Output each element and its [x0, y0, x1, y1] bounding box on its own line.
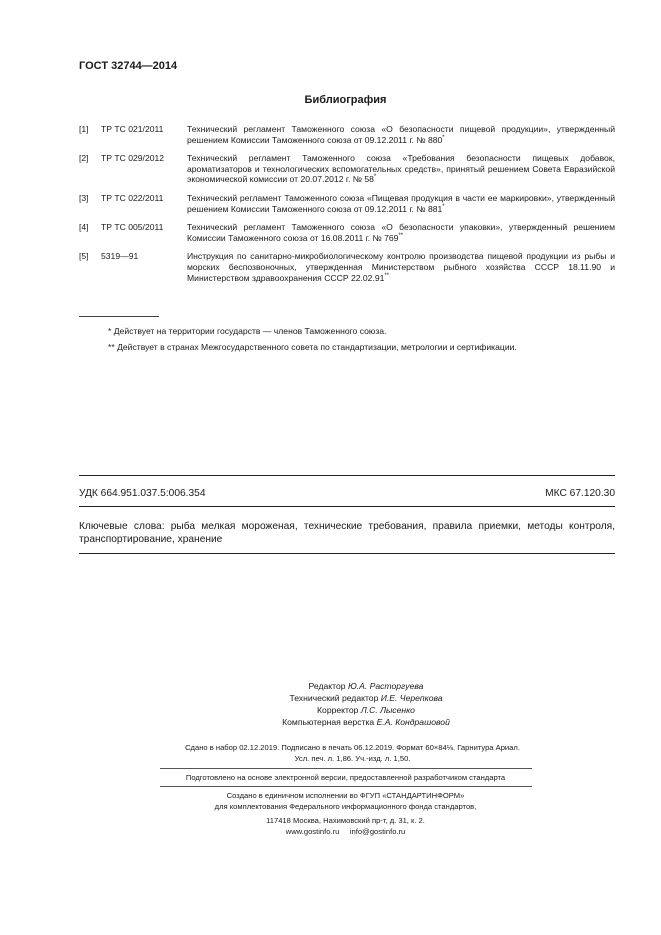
keywords: Ключевые слова: рыба мелкая мороженая, технические требования, правила приемки, методы контроля, транспортирование, хранение: [79, 521, 615, 545]
credit-role: Технический редактор: [289, 693, 379, 703]
entry-text: Технический регламент Таможенного союза «Пищевая продукция в части ее маркировки», утвержденный решением Комиссии Таможенного союза от 09.12.2011 г. № 881*: [187, 192, 615, 214]
entry-code: ТР ТС 022/2011: [101, 192, 164, 203]
entry-code: ТР ТС 021/2011: [101, 124, 164, 134]
entry-text: Технический регламент Таможенного союза «О безопасности пищевой продукции», утвержденный решением Комиссии Таможенного союза от 09.12.2011 г. № 880*: [187, 124, 615, 145]
publisher-purpose-line: для комплектования Федерального информационного фонда стандартов,: [214, 802, 477, 811]
bibliography-entry: [79, 222, 615, 243]
entry-code: 5319—91: [101, 251, 139, 262]
entry-text: Технический регламент Таможенного союза «Требования безопасности пищевых добавок, ароматизаторов и технологических вспомогательных средств», принятый решением Совета Евразийской экономической комиссии от 20.07.2012 г. № 58*: [187, 153, 615, 185]
entry-number: [1]: [79, 124, 89, 134]
entry-number: [3]: [79, 192, 89, 203]
print-volume-line: Усл. печ. л. 1,86. Уч.-изд. л. 1,50.: [294, 754, 411, 763]
bibliography-title: Библиография: [304, 94, 387, 106]
credit-line: [200, 716, 532, 728]
footnote-divider: [79, 316, 159, 317]
credit-name: Е.А. Кондрашовой: [376, 717, 450, 727]
entry-number: [2]: [79, 153, 89, 164]
bibliography-list: [79, 124, 615, 291]
credit-role: Корректор: [317, 705, 359, 715]
bibliography-entry: [79, 251, 615, 283]
footnote-1: * Действует на территории государств — членов Таможенного союза.: [108, 326, 387, 336]
entry-code: ТР ТС 029/2012: [101, 153, 165, 164]
credit-name: Л.С. Лысенко: [360, 705, 415, 715]
footnote-2: ** Действует в странах Межгосударственного совета по стандартизации, метрологии и сертификации.: [108, 342, 517, 352]
credit-role: Редактор: [308, 681, 346, 691]
udk-code: УДК 664.951.037.5:006.354: [79, 488, 206, 499]
footnote-mark: **: [384, 272, 390, 279]
publisher-address: 117418 Москва, Нахимовский пр-т, д. 31, к. 2.: [266, 816, 425, 825]
print-details: [0, 742, 661, 764]
publisher-block: [0, 790, 661, 812]
credit-line: [200, 680, 532, 692]
footnote-mark: **: [398, 232, 404, 239]
credit-name: И.Е. Черепкова: [380, 693, 443, 703]
print-details-line: Сдано в набор 02.12.2019. Подписано в печать 06.12.2019. Формат 60×84⅛. Гарнитура Ариал.: [185, 743, 520, 752]
mks-code: МКС 67.120.30: [545, 488, 615, 499]
credit-line: [200, 704, 532, 716]
entry-code: ТР ТС 005/2011: [101, 222, 164, 233]
footnote-mark: *: [373, 174, 377, 181]
publisher-web: www.gostinfo.ru info@gostinfo.ru: [285, 827, 406, 836]
credit-role: Компьютерная верстка: [282, 717, 375, 727]
section-divider-bottom: [79, 553, 615, 554]
credit-line: [200, 692, 532, 704]
section-divider-middle: [79, 506, 615, 507]
credits-block: [200, 680, 532, 728]
bibliography-entry: [79, 193, 615, 214]
footnote-mark: *: [442, 203, 445, 210]
entry-text: Технический регламент Таможенного союза «О безопасности упаковки», утвержденный решением Комиссии Таможенного союза от 16.08.2011 г. № 769**: [187, 222, 615, 243]
footnote-mark: *: [442, 134, 445, 141]
bibliography-entry: [79, 153, 615, 185]
bibliography-entry: [79, 124, 615, 145]
publisher-contacts: [0, 815, 661, 837]
section-divider-top: [79, 475, 615, 476]
prepared-note: Подготовлено на основе электронной версии, предоставленной разработчиком стандарта: [185, 773, 506, 782]
document-id: ГОСТ 32744—2014: [79, 60, 178, 72]
publishing-divider-1: [160, 768, 532, 769]
entry-text: Инструкция по санитарно-микробиологическому контролю производства пищевой продукции из рыбы и морских беспозвоночных, утвержденная Министерством рыбного хозяйства СССР 18.11.90 и Министерством здравоохранения СССР 22.02.91**: [187, 251, 615, 283]
publishing-divider-2: [160, 786, 532, 787]
publisher-line: Создано в единичном исполнении во ФГУП «СТАНДАРТИНФОРМ»: [226, 791, 465, 800]
credit-name: Ю.А. Расторгуева: [347, 681, 424, 691]
entry-number: [4]: [79, 222, 89, 233]
entry-number: [5]: [79, 251, 89, 262]
